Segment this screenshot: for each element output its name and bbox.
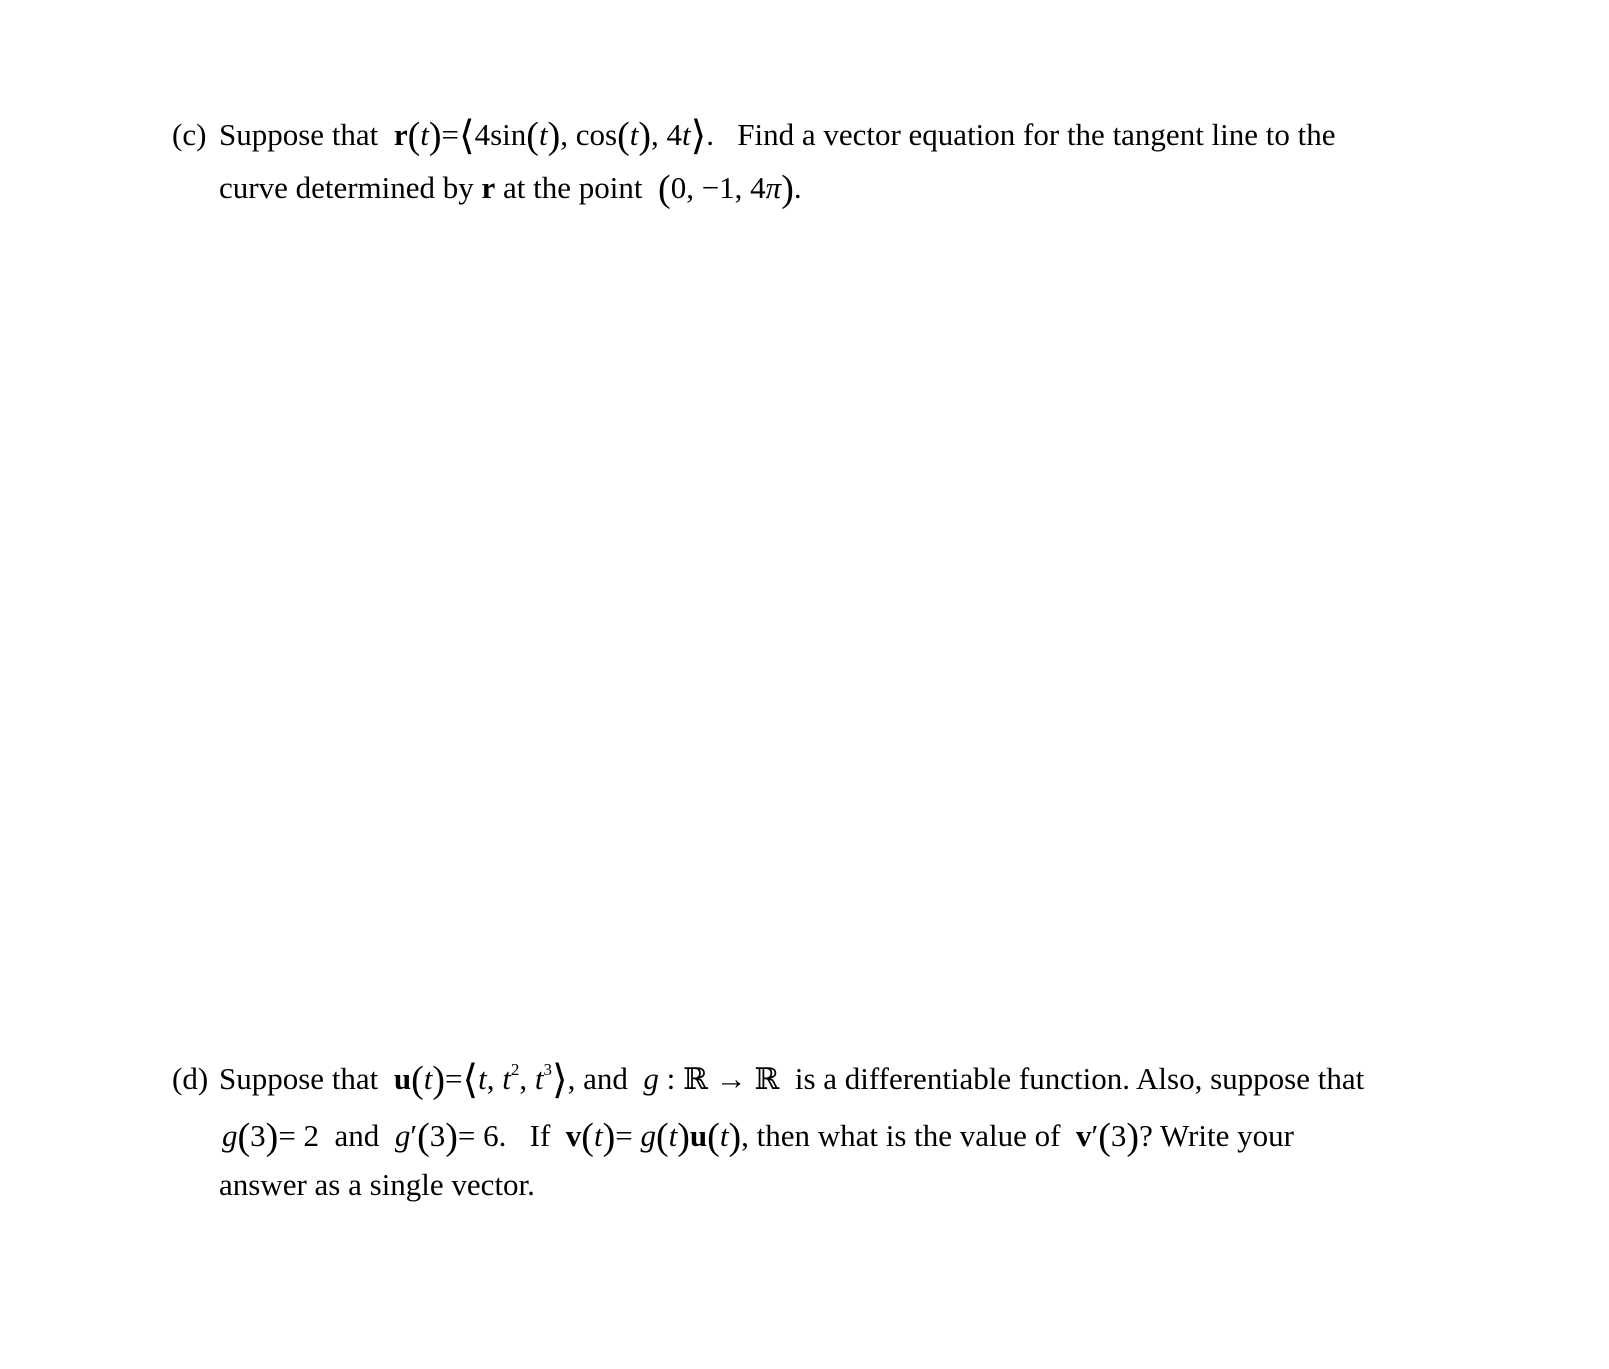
problem-d-line-1: Suppose that u(t)=⟨t, $t^2$, $t^3⟩$, and g : ℝ → ℝ is a differentiable function. Also, suppose that (219, 1057, 1365, 1102)
problem-d-line3: answer as a single vector. (219, 1167, 535, 1202)
problem-c-line2-intro: curve determined by (219, 170, 474, 205)
problem-c-tail: Find a vector equation for the tangent line to the (737, 117, 1336, 152)
problem-d-line-2: g(3)= 2 and g′(3)= 6. If v(t)= g(t)u(t), then what is the value of v′(3)? Write your (222, 1116, 1294, 1158)
problem-d-tail: is a differentiable function. Also, suppose that (794, 1061, 1365, 1096)
problem-c-label: (c) (172, 117, 207, 152)
problem-d-line-3 (219, 1165, 535, 1205)
vector-v: v (565, 1118, 582, 1153)
problem-c-intro: Suppose that (219, 117, 379, 152)
point-coordinates: (0, −1, 4π) (658, 168, 794, 210)
problem-c-line-1: Suppose that r(t)=⟨4sin(t), cos(t), 4t⟩. Find a vector equation for the tangent line to the (219, 113, 1336, 158)
problem-d-intro: Suppose that (219, 1061, 379, 1096)
vector-r: r (393, 117, 408, 152)
function-g: g (643, 1061, 659, 1096)
vector-u: u (393, 1061, 412, 1096)
problem-d-label: (d) (172, 1061, 209, 1096)
problem-c-line-2: curve determined by r at the point (0, −1, 4π). (219, 168, 802, 210)
